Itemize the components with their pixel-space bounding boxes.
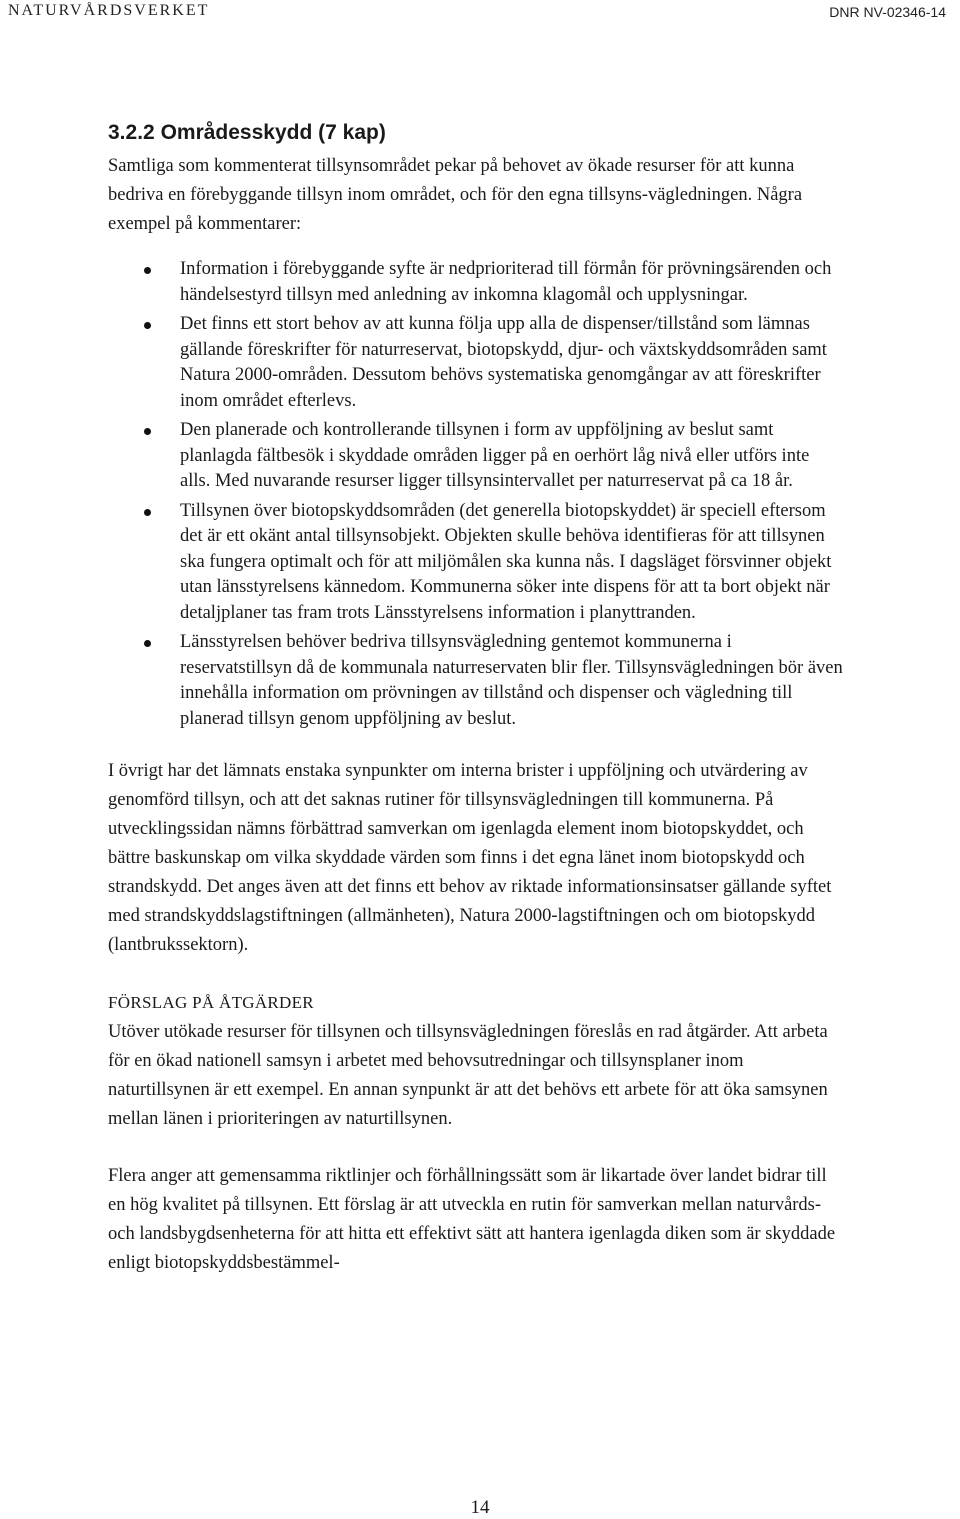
list-item-text: Länsstyrelsen behöver bedriva tillsynsvägledning gentemot kommunerna i reservatstillsyn då de kommunala naturreservaten blir fler. Tillsynsvägledningen bör även innehålla information om prövningen av tillstånd och dispenser och vägledning till planerad tillsyn genom uppföljning av beslut. (180, 632, 843, 729)
intro-paragraph: Samtliga som kommenterat tillsynsområdet pekar på behovet av ökade resurser för att kunna bedriva en förebyggande tillsyn inom området, och för den egna tillsyns-vägledningen. Några exempel på kommentarer: (108, 156, 803, 234)
page-number: 14 (470, 1497, 490, 1518)
section-title: Områdesskydd (7 kap) (160, 121, 386, 144)
guidelines-paragraph: Flera anger att gemensamma riktlinjer och förhållningssätt som är likartade över landet bidrar till en hög kvalitet på tillsynen. Ett förslag är att utveckla en rutin för samverkan mellan naturvårds- och landsbygdsenheterna för att hitta ett effektivt sätt att hantera igenlagda diken som är skyddade enligt biotopskyddsbestämmel- (108, 1166, 836, 1273)
document-body (108, 118, 843, 1278)
bullet-icon (144, 640, 151, 647)
list-item (108, 312, 843, 414)
bullet-icon (144, 322, 151, 329)
header-org: NATURVÅRDSVERKET (8, 2, 210, 19)
proposals-heading: FÖRSLAG PÅ ÅTGÄRDER (108, 993, 314, 1012)
bullet-icon (144, 509, 151, 516)
comment-list (108, 257, 843, 732)
list-item (108, 630, 843, 732)
list-item (108, 418, 843, 495)
bullet-icon (144, 267, 151, 274)
list-item-text: Information i förebyggande syfte är nedprioriterad till förmån för prövningsärenden och händelsestyrd tillsyn med anledning av inkomna klagomål och upplysningar. (180, 259, 832, 305)
other-comments-paragraph: I övrigt har det lämnats enstaka synpunkter om interna brister i uppföljning och utvärdering av genomförd tillsyn, och att det saknas rutiner för tillsynsvägledningen till kommunerna. På utvecklingssidan nämns förbättrad samverkan om igenlagda element inom biotopskyddet, och bättre baskunskap om vilka skyddade värden som finns i det egna länet inom biotopskydd och strandskydd. Det anges även att det finns ett behov av riktade informationsinsatser gällande syftet med strandskyddslagstiftningen (allmänheten), Natura 2000-lagstiftningen och om biotopskydd (lantbrukssektorn). (108, 761, 832, 955)
list-item-text: Tillsynen över biotopskyddsområden (det generella biotopskyddet) är speciell eftersom det är ett okänt antal tillsynsobjekt. Objekten skulle behöva identifieras för att tillsynen ska fungera optimalt och för att miljömålen ska kunna nås. I dagsläget försvinner objekt utan länsstyrelsens kännedom. Kommunerna söker inte dispens för att ta bort objekt när detaljplaner tas fram trots Länsstyrelsens information i planyttranden. (180, 500, 832, 623)
list-item-text: Det finns ett stort behov av att kunna följa upp alla de dispenser/tillstånd som lämnas gällande föreskrifter för naturreservat, biotopskydd, djur- och växtskyddsområden samt Natura 2000-områden. Dessutom behövs systematiska genomgångar av att föreskrifter inom området efterlevs. (180, 314, 827, 411)
list-item (108, 257, 843, 308)
section-heading (108, 118, 843, 148)
section-number: 3.2.2 (108, 121, 155, 144)
proposal-paragraph: Utöver utökade resurser för tillsynen och tillsynsvägledningen föreslås en rad åtgärder. Att arbeta för en ökad nationell samsyn i arbetet med behovsutredningar och tillsynsplaner inom naturtillsynen är ett exempel. En annan synpunkt är att det behövs ett arbete för att öka samsynen mellan länen i prioriteringen av naturtillsynen. (108, 1022, 828, 1129)
bullet-icon (144, 428, 151, 435)
list-item-text: Den planerade och kontrollerande tillsynen i form av uppföljning av beslut samt planlagda fältbesök i skyddade områden ligger på en oerhört låg nivå eller utförs inte alls. Med nuvarande resurser ligger tillsynsintervallet per naturreservat på ca 18 år. (180, 420, 810, 491)
header-dnr: DNR NV-02346-14 (829, 4, 946, 20)
list-item (108, 499, 843, 627)
